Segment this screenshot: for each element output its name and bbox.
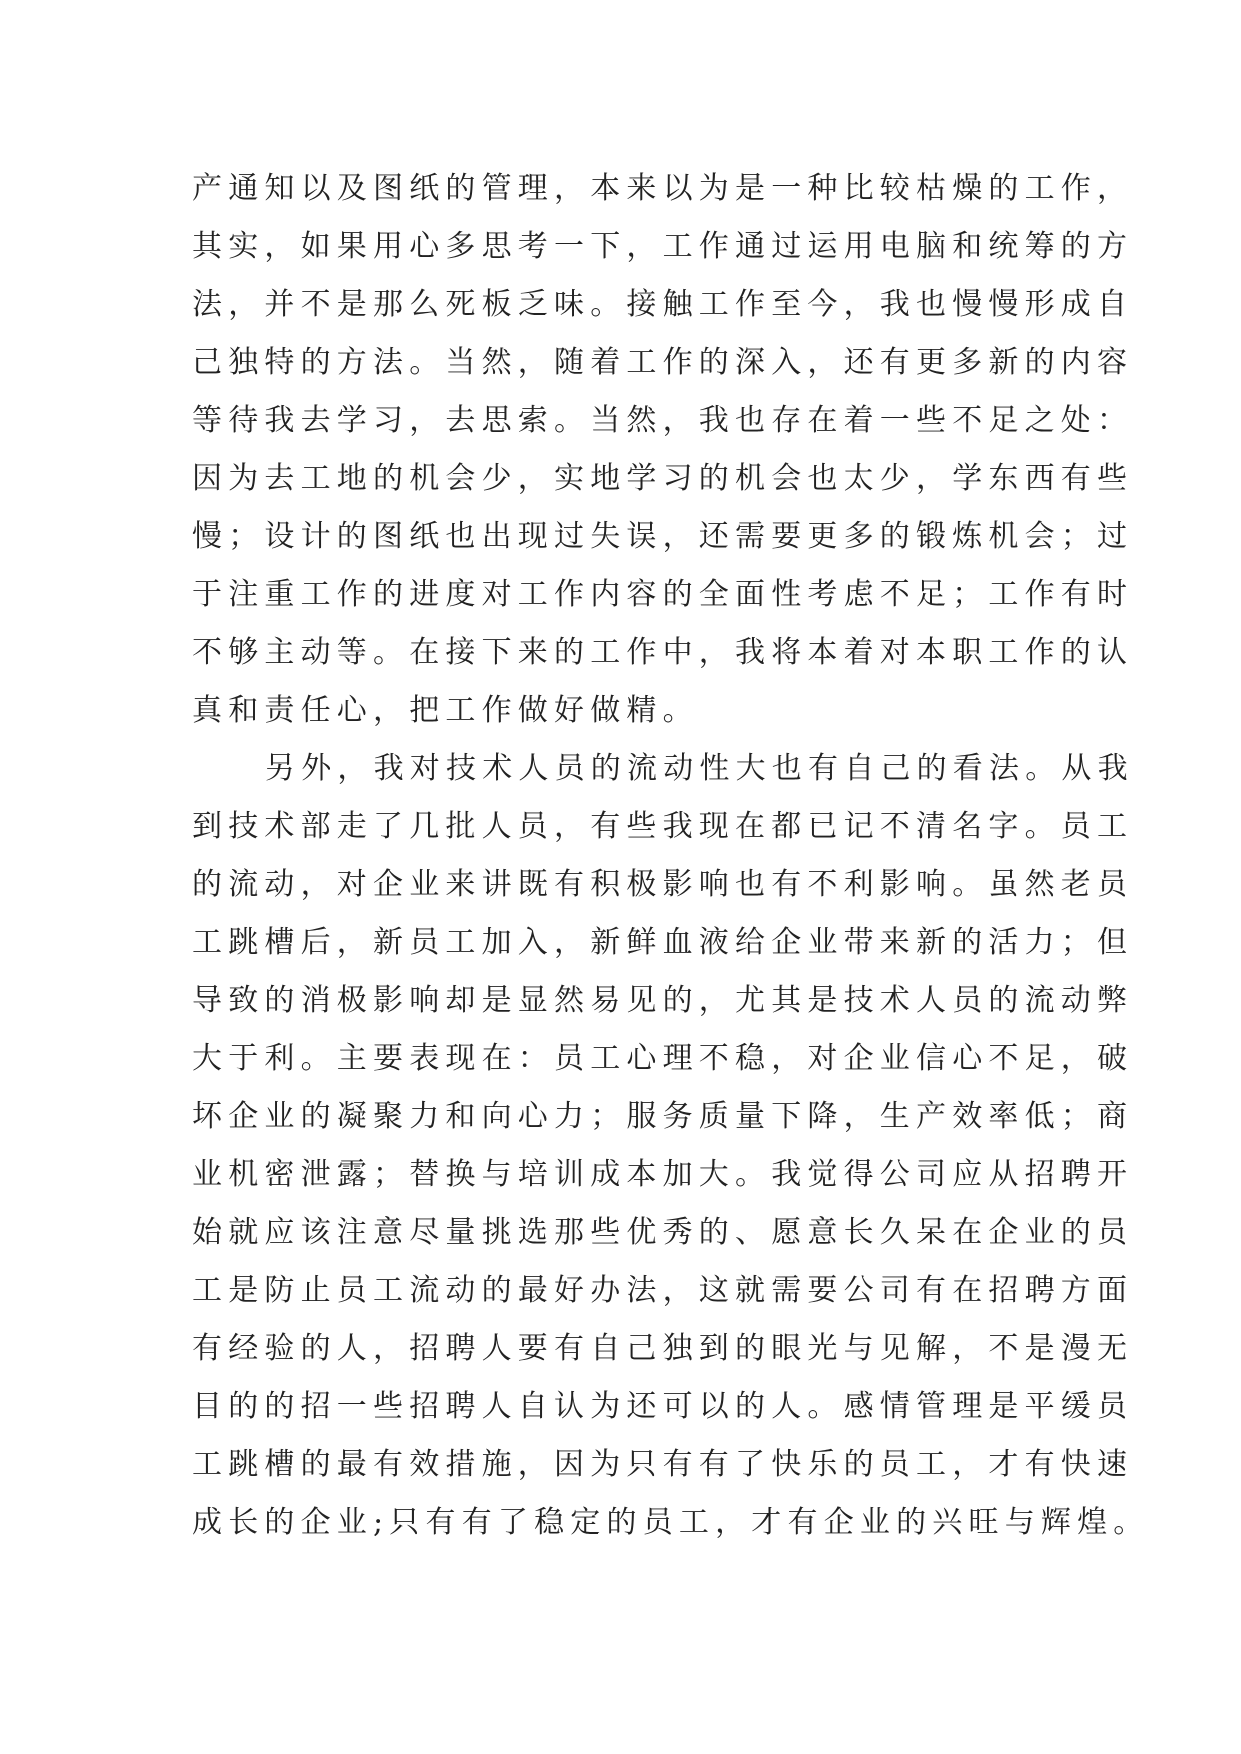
text-line: 慢；设计的图纸也出现过失误，还需要更多的锻炼机会；过 [192, 519, 1134, 554]
paragraph-start-line: 另外，我对技术人员的流动性大也有自己的看法。从我 [265, 751, 1134, 786]
text-line: 坏企业的凝聚力和向心力；服务质量下降，生产效率低；商 [192, 1099, 1134, 1134]
text-line: 产通知以及图纸的管理，本来以为是一种比较枯燥的工作， [192, 171, 1134, 206]
text-line: 有经验的人，招聘人要有自己独到的眼光与见解，不是漫无 [192, 1331, 1134, 1366]
text-line: 因为去工地的机会少，实地学习的机会也太少，学东西有些 [192, 461, 1134, 496]
text-line: 工是防止员工流动的最好办法，这就需要公司有在招聘方面 [192, 1273, 1134, 1308]
text-line: 成长的企业;只有有了稳定的员工，才有企业的兴旺与辉煌。 [192, 1505, 1150, 1540]
text-line: 业机密泄露；替换与培训成本加大。我觉得公司应从招聘开 [192, 1157, 1134, 1192]
text-line: 大于利。主要表现在：员工心理不稳，对企业信心不足，破 [192, 1041, 1134, 1076]
text-line: 等待我去学习，去思索。当然，我也存在着一些不足之处： [192, 403, 1134, 438]
text-line: 法，并不是那么死板乏味。接触工作至今，我也慢慢形成自 [192, 287, 1134, 322]
text-line: 不够主动等。在接下来的工作中，我将本着对本职工作的认 [192, 635, 1134, 670]
text-line: 始就应该注意尽量挑选那些优秀的、愿意长久呆在企业的员 [192, 1215, 1134, 1250]
body-text [192, 160, 1150, 1552]
text-line: 其实，如果用心多思考一下，工作通过运用电脑和统筹的方 [192, 229, 1134, 264]
text-line: 于注重工作的进度对工作内容的全面性考虑不足；工作有时 [192, 577, 1134, 612]
text-line: 目的的招一些招聘人自认为还可以的人。感情管理是平缓员 [192, 1389, 1134, 1424]
text-line: 真和责任心，把工作做好做精。 [192, 693, 699, 728]
text-line: 工跳槽后，新员工加入，新鲜血液给企业带来新的活力；但 [192, 925, 1134, 960]
text-line: 到技术部走了几批人员，有些我现在都已记不清名字。员工 [192, 809, 1134, 844]
text-line: 的流动，对企业来讲既有积极影响也有不利影响。虽然老员 [192, 867, 1134, 902]
text-line: 己独特的方法。当然，随着工作的深入，还有更多新的内容 [192, 345, 1134, 380]
text-line: 工跳槽的最有效措施，因为只有有了快乐的员工，才有快速 [192, 1447, 1134, 1482]
text-line: 导致的消极影响却是显然易见的，尤其是技术人员的流动弊 [192, 983, 1134, 1018]
